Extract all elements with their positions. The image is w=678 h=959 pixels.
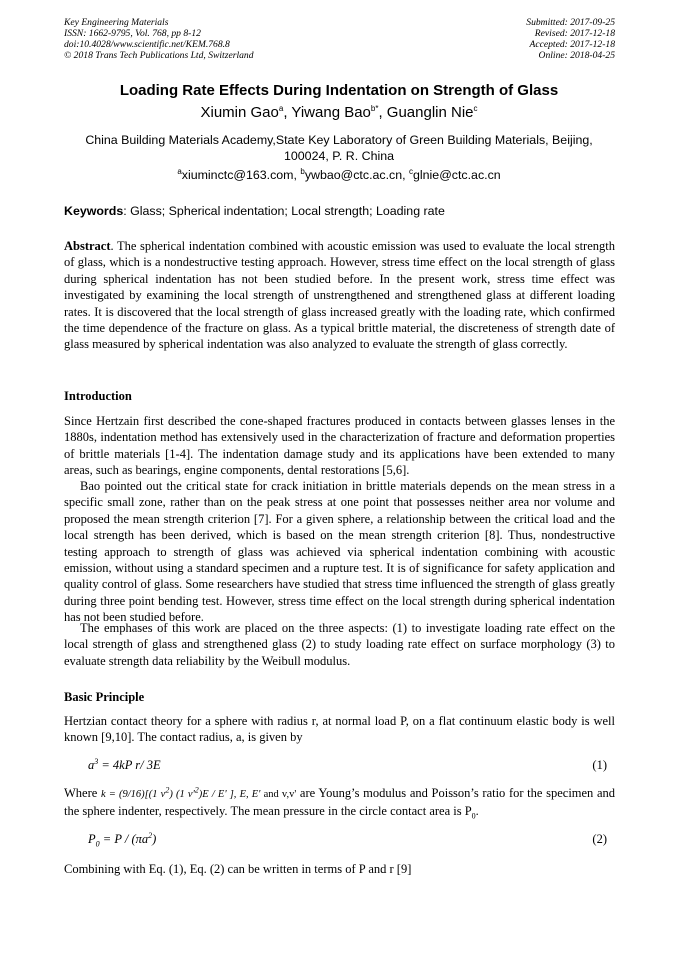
eq2-subscript: 0	[95, 839, 100, 849]
accepted-date: Accepted: 2017-12-18	[529, 39, 615, 50]
keywords	[64, 204, 616, 218]
author-name: Yiwang Bao	[291, 104, 371, 121]
author-list	[0, 104, 678, 121]
email-mark: a	[177, 166, 182, 176]
intro-paragraph-3: The emphases of this work are placed on the three aspects: (1) to investigate loading rate effect on the local strength of glass and strengthened glass (2) to study loading rate effect on surface morphology (3) to evaluate strength data reliability by the Weibull modulus.	[64, 621, 615, 668]
basic-paragraph-1: Hertzian contact theory for a sphere with radius r, at normal load P, on a flat continuum elastic body is well known [9,10]. The contact radius, a, is given by	[64, 714, 615, 745]
equation-1	[88, 758, 161, 773]
eq1-exponent: 3	[94, 756, 99, 766]
author-separator: ,	[378, 104, 387, 121]
eq2-close: )	[152, 832, 157, 846]
author-mark: a	[278, 104, 284, 113]
keywords-text: : Glass; Spherical indentation; Local strength; Loading rate	[123, 204, 445, 218]
eq1-rhs: = 4kP r/ 3E	[98, 758, 161, 772]
equation-number-2: (2)	[592, 832, 607, 846]
eq2-rhs: = P / (πa	[99, 832, 149, 846]
abstract	[64, 238, 615, 353]
doi-line: doi:10.4028/www.scientific.net/KEM.768.8	[64, 39, 230, 50]
k-mid: ) (1 v'	[169, 789, 195, 800]
author-mark: c	[473, 104, 478, 113]
author-name: Xiumin Gao	[200, 104, 279, 121]
poisson-symbols: v,v'	[281, 789, 297, 800]
affiliation: China Building Materials Academy,State Key Laboratory of Green Building Materials, Beijing, 100024, P. R. China	[85, 133, 593, 163]
keywords-label: Keywords	[64, 204, 124, 218]
where-word: Where	[64, 786, 101, 800]
eq2-lhs: P	[88, 832, 96, 846]
email-mark: c	[409, 166, 414, 176]
equation-2	[88, 832, 156, 847]
eq1-lhs: a	[88, 758, 95, 772]
k-definition	[100, 785, 261, 800]
author-name: Guanglin Nie	[386, 104, 474, 121]
dates-info	[526, 17, 615, 61]
submitted-date: Submitted: 2017-09-25	[526, 17, 615, 28]
email: ywbao@ctc.ac.cn,	[304, 168, 410, 182]
email: glnie@ctc.ac.cn	[413, 168, 501, 182]
abstract-label: Abstract	[64, 239, 111, 253]
where-text: are Young’s modulus and Poisson’s ratio for the specimen and the sphere indenter, respectively. The mean pressure in the circle contact area is P	[64, 786, 616, 819]
eq2-exponent: 2	[148, 830, 153, 840]
p0-subscript: 0	[471, 811, 476, 821]
copyright-line: © 2018 Trans Tech Publications Ltd, Switzerland	[64, 50, 254, 61]
author-emails	[0, 168, 678, 182]
k-sup: 2	[165, 785, 170, 795]
paper-title: Loading Rate Effects During Indentation on Strength of Glass	[119, 82, 559, 99]
author-mark: b*	[370, 104, 379, 113]
revised-date: Revised: 2017-12-18	[534, 28, 615, 39]
email-mark: b	[300, 166, 305, 176]
journal-info	[64, 17, 254, 61]
email: xiuminctc@163.com,	[181, 168, 301, 182]
section-heading-basic-principle: Basic Principle	[64, 690, 145, 704]
and-word: and	[260, 789, 282, 800]
section-heading-introduction: Introduction	[64, 389, 132, 403]
where-paragraph	[64, 785, 615, 820]
intro-paragraph-2: Bao pointed out the critical state for crack initiation in brittle materials depends on the mean stress in a specific small zone, rather than on the peak stress at one point that possesses neither area nor volume and proposed the mean strength criterion [7]. For a given sphere, a relationship between the critical load and the local strength has been derived, which is based on the mean strength criterion [8]. Thus, nondestructive testing approach to strength of glass was achieved via spherical indentation combining with acoustic emission, without using a standard specimen and a rupture test. It is of significance for safety application and quality control of glass. Some researchers have studied that stress time influenced the strength of glass greatly during three point bending test. However, stress time effect on the local strength during spherical indentation has not been studied before.	[64, 479, 615, 625]
equation-number-1: (1)	[592, 758, 607, 772]
intro-paragraph-1: Since Hertzain first described the cone-shaped fractures produced in contacts between glasses lenses in the 1880s, indentation method has extensively used in the characterization of fracture and deformation properties of brittle materials [1-4]. The indentation damage study and its applications have been extended to many areas, such as bearings, engine components, dental restorations [5,6].	[64, 414, 615, 478]
k-sup: 2	[194, 785, 199, 795]
k-end: )E / E' ], E, E'	[198, 789, 261, 800]
k-expr: k = (9/16)[(1 v	[100, 789, 166, 800]
where-period: .	[475, 804, 479, 819]
journal-name: Key Engineering Materials	[64, 17, 169, 28]
abstract-text: . The spherical indentation combined with acoustic emission was used to evaluate the local strength of glass, which is a nondestructive testing approach. However, stress time effect on the local strength of glass during spherical indentation has not been studied before. In the present work, stress time effect was investigated by examining the local strength of unstrengthened and strengthened glass at different loading rates. It is discovered that the local strength of glass increased greatly with the loading rate, which confirmed the time dependence of the fracture on glass. As a typical brittle material, the discreteness of strength date of glass measured by spherical indentation was also analyzed to evaluate the strength of glass correctly.	[64, 239, 615, 352]
basic-paragraph-last: Combining with Eq. (1), Eq. (2) can be written in terms of P and r [9]	[64, 862, 412, 876]
online-date: Online: 2018-04-25	[538, 50, 615, 61]
issn-line: ISSN: 1662-9795, Vol. 768, pp 8-12	[64, 28, 201, 39]
author-separator: ,	[283, 104, 292, 121]
